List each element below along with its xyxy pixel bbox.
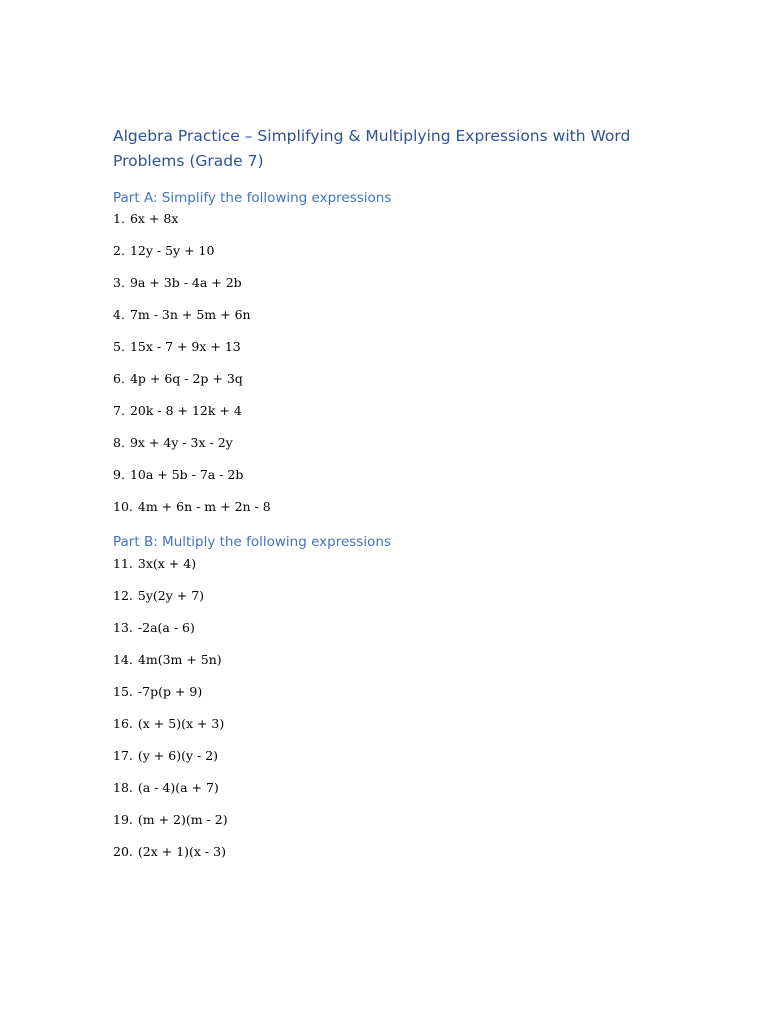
item-number: 17. xyxy=(113,748,133,763)
item-expression: 15x - 7 + 9x + 13 xyxy=(129,339,241,354)
item-number: 18. xyxy=(113,780,133,795)
item-expression: 9x + 4y - 3x - 2y xyxy=(129,435,233,450)
item-expression: 12y - 5y + 10 xyxy=(129,243,215,258)
list-item xyxy=(113,779,228,811)
item-number: 3. xyxy=(113,275,125,290)
list-item xyxy=(113,843,228,875)
item-number: 12. xyxy=(113,588,133,603)
list-item xyxy=(113,683,228,715)
list-item xyxy=(113,587,228,619)
list-item xyxy=(113,274,271,306)
item-number: 10. xyxy=(113,499,133,514)
item-expression: 4p + 6q - 2p + 3q xyxy=(129,371,243,386)
list-item xyxy=(113,555,228,587)
item-expression: 10a + 5b - 7a - 2b xyxy=(129,467,244,482)
list-item xyxy=(113,210,271,242)
list-item xyxy=(113,811,228,843)
item-number: 19. xyxy=(113,812,133,827)
item-number: 13. xyxy=(113,620,133,635)
item-number: 9. xyxy=(113,467,125,482)
item-expression: 4m + 6n - m + 2n - 8 xyxy=(137,499,271,514)
item-number: 11. xyxy=(113,556,133,571)
item-expression: -2a(a - 6) xyxy=(137,620,195,635)
list-item xyxy=(113,651,228,683)
item-expression: 5y(2y + 7) xyxy=(137,588,205,603)
list-item xyxy=(113,242,271,274)
item-number: 5. xyxy=(113,339,125,354)
list-item xyxy=(113,434,271,466)
part-a-heading: Part A: Simplify the following expressions xyxy=(113,190,392,206)
item-expression: -7p(p + 9) xyxy=(137,684,203,699)
item-expression: 3x(x + 4) xyxy=(137,556,197,571)
document-title: Algebra Practice – Simplifying & Multiplying Expressions with Word Problems (Grade 7) xyxy=(113,127,631,170)
list-item xyxy=(113,306,271,338)
item-expression: 4m(3m + 5n) xyxy=(137,652,222,667)
item-number: 2. xyxy=(113,243,125,258)
item-expression: (2x + 1)(x - 3) xyxy=(137,844,226,859)
list-item xyxy=(113,715,228,747)
item-expression: (m + 2)(m - 2) xyxy=(137,812,228,827)
item-number: 15. xyxy=(113,684,133,699)
item-expression: 7m - 3n + 5m + 6n xyxy=(129,307,251,322)
list-item xyxy=(113,466,271,498)
list-item xyxy=(113,747,228,779)
list-item xyxy=(113,370,271,402)
item-expression: 9a + 3b - 4a + 2b xyxy=(129,275,242,290)
item-number: 14. xyxy=(113,652,133,667)
list-item xyxy=(113,498,271,530)
list-item xyxy=(113,619,228,651)
list-item xyxy=(113,402,271,434)
item-number: 4. xyxy=(113,307,125,322)
item-number: 16. xyxy=(113,716,133,731)
part-b-heading: Part B: Multiply the following expressions xyxy=(113,534,391,550)
item-number: 7. xyxy=(113,403,125,418)
item-number: 8. xyxy=(113,435,125,450)
part-a-list xyxy=(113,210,271,530)
list-item xyxy=(113,338,271,370)
item-expression: 20k - 8 + 12k + 4 xyxy=(129,403,242,418)
item-expression: 6x + 8x xyxy=(129,211,179,226)
item-number: 20. xyxy=(113,844,133,859)
part-b-list xyxy=(113,555,228,875)
item-number: 6. xyxy=(113,371,125,386)
item-number: 1. xyxy=(113,211,125,226)
item-expression: (a - 4)(a + 7) xyxy=(137,780,219,795)
item-expression: (x + 5)(x + 3) xyxy=(137,716,225,731)
item-expression: (y + 6)(y - 2) xyxy=(137,748,219,763)
